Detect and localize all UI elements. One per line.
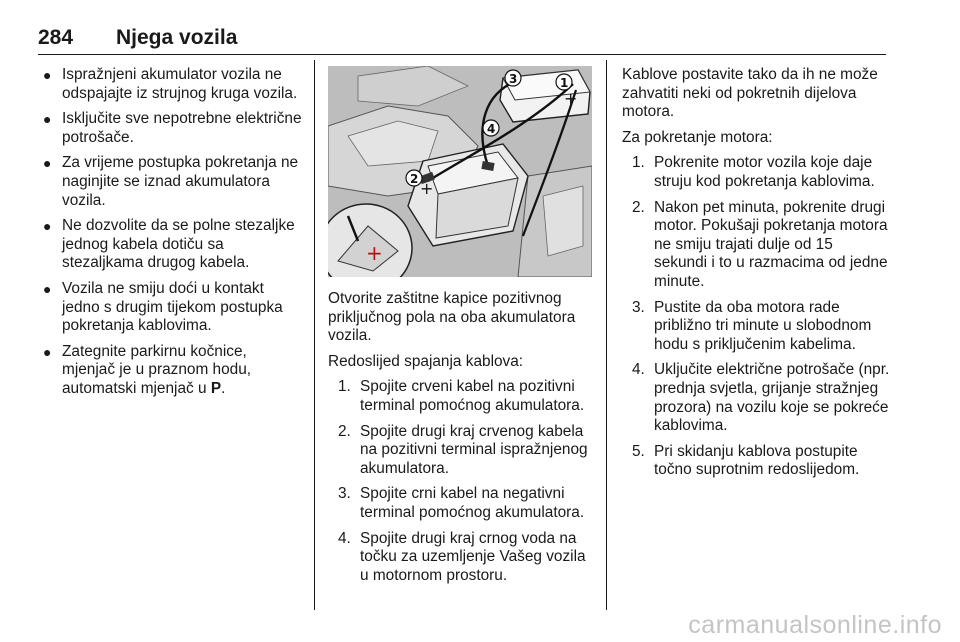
section-title: Njega vozila [116,26,238,49]
bullet-icon: ● [43,280,52,297]
connection-order-heading: Redoslijed spajanja kablova: [328,352,524,370]
list-item: 5. Pri skidanju kablova postupite točno suprotnim redoslijedom. [632,442,860,479]
list-item: 3. Spojite crni kabel na negativni terminal pomoćnog akumulatora. [338,485,585,521]
column-divider-left [314,60,315,610]
bullet-icon: ● [43,218,52,235]
list-item: ● Vozila ne smiju doći u kontakt jedno s drugim tijekom postupka pokretanja kablovima. [43,279,283,335]
list-item: 2. Nakon pet minuta, pokrenite drugi motor. Pokušaji pokretanja motora ne smiju trajati dulje od 15 sekundi i to u razmacima od jedne minute. [632,198,888,290]
bullet-icon: ● [43,343,52,360]
list-item: 4. Spojite drugi kraj crnog voda na točku za uzemljenje Vašeg vozila u motornom prostoru. [338,529,586,584]
right-column [622,66,890,487]
bullet-icon: ● [43,67,52,83]
cover-instruction: Otvorite zaštitne kapice pozitivnog priključnog pola na oba akumulatora vozila. [328,290,576,345]
page-number: 284 [38,26,74,49]
page-header [38,22,886,55]
engine-bay-drawing [328,66,592,277]
list-item: 1. Spojite crveni kabel na pozitivni terminal pomoćnog akumulatora. [338,378,585,414]
left-column [38,66,302,406]
connection-steps [328,378,592,585]
list-item: ● Ne dozvolite da se polne stezaljke jednog kabela dotiču sa stezaljkama drugog kabela. [43,217,295,272]
list-item: 2. Spojite drugi kraj crvenog kabela na pozitivni terminal ispražnjenog akumulatora. [338,422,588,477]
svg-text:+: + [366,241,383,265]
list-item: ● Za vrijeme postupka pokretanja ne naginjite se iznad akumulatora vozila. [43,154,299,209]
watermark-brand: carmanualsonline.info [688,611,942,639]
callout-3: 3 [509,72,518,86]
plus-terminal-mark: + [420,179,434,198]
list-item: 1. Pokrenite motor vozila koje daje struju kod pokretanja kablovima. [632,154,875,190]
middle-column [328,290,592,592]
callout-1: 1 [560,76,569,90]
list-item: ● Ispražnjeni akumulator vozila ne odspajajte iz strujnog kruga vozila. [43,66,298,102]
gear-position-key: P [210,379,222,397]
engine-start-steps [622,154,890,480]
bullet-icon: ● [43,111,52,128]
engine-start-heading: Za pokretanje motora: [622,128,773,146]
list-item: 4. Uključite električne potrošače (npr. prednja svjetla, grijanje stražnjeg prozora) na vozilu koje se pokreće kablovima. [632,361,890,435]
precaution-list [38,66,302,399]
callout-2: 2 [410,172,419,186]
plus-terminal-mark: + [564,89,578,108]
list-item: ● Zategnite parkirnu kočnice, mjenjač je u praznom hodu, automatski mjenjač u P. [43,342,252,397]
column-divider-right [606,60,607,610]
list-item: ● Isključite sve nepotrebne električne potrošače. [43,110,302,146]
bullet-icon: ● [43,155,52,172]
list-item: 3. Pustite da oba motora rade približno tri minute u slobodnom hodu s priključenim kabelima. [632,298,872,353]
callout-4: 4 [487,122,496,136]
cable-routing-note: Kablove postavite tako da ih ne može zahvatiti neki od pokretnih dijelova motora. [622,66,878,121]
jump-start-illustration [328,66,592,277]
